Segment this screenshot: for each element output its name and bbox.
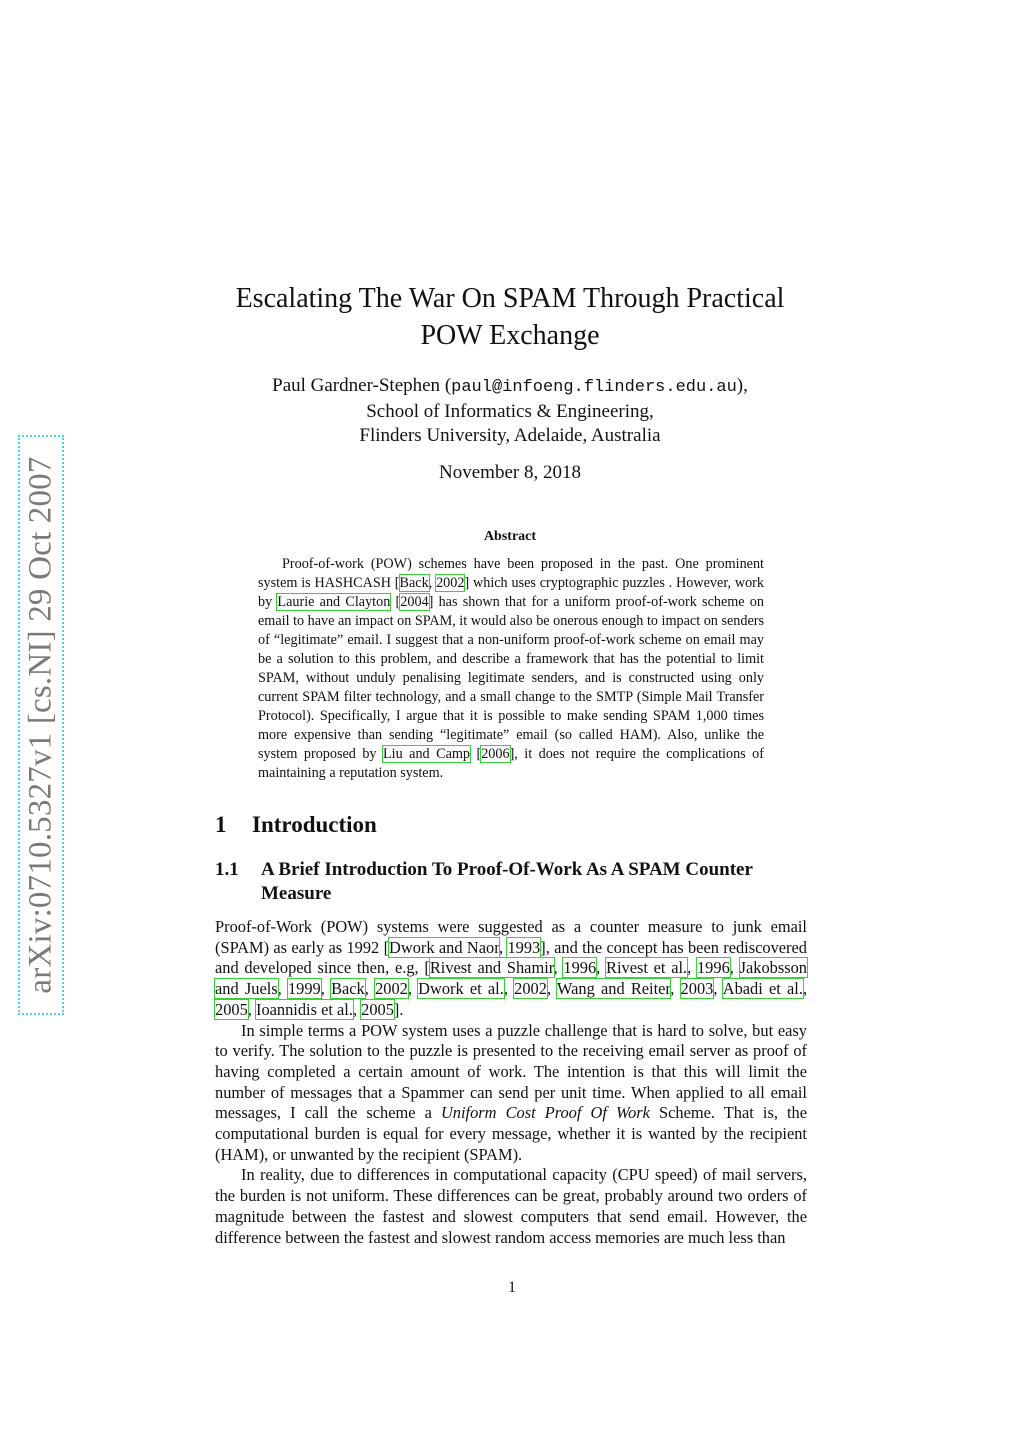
citation-link[interactable]: Ioannidis et al. bbox=[255, 999, 353, 1019]
citation-link[interactable]: 2002 bbox=[514, 979, 547, 999]
citation-link[interactable]: Back bbox=[399, 575, 429, 591]
author-block bbox=[150, 374, 870, 448]
citation-link[interactable]: 1996 bbox=[696, 958, 730, 978]
subsection-title: A Brief Introduction To Proof-Of-Work As A SPAM Counter Measure bbox=[261, 859, 753, 904]
subsection-number: 1.1 bbox=[215, 859, 239, 880]
citation-link[interactable]: Rivest and Shamir bbox=[429, 958, 554, 978]
citation-link[interactable]: 1993 bbox=[507, 937, 541, 957]
title-line-2: POW Exchange bbox=[420, 320, 600, 351]
citation-link[interactable]: 2004 bbox=[400, 594, 429, 610]
paragraph: In reality, due to differences in computational capacity (CPU speed) of mail servers, the burden is not uniform. These differences can be great, probably around two orders of magnitude between the fastest and slowest computers that send email. However, the difference between the fastest and slowest random access memories are much less than bbox=[215, 1165, 807, 1247]
subsection-heading bbox=[215, 858, 807, 906]
author-email[interactable]: paul@infoeng.flinders.edu.au bbox=[451, 378, 737, 397]
arxiv-id: arXiv:0710.5327v1 [cs.NI] 29 Oct 2007 bbox=[22, 456, 59, 994]
citation-link[interactable]: Jakobsson and Juels bbox=[215, 958, 807, 999]
body-text bbox=[215, 917, 807, 1248]
citation-link[interactable]: 2003 bbox=[680, 979, 714, 999]
citation-link[interactable]: 2006 bbox=[481, 746, 510, 762]
citation-link[interactable]: 2002 bbox=[375, 979, 408, 999]
citation-link[interactable]: 2005 bbox=[215, 999, 248, 1019]
paragraph: Proof-of-Work (POW) systems were suggested as a counter measure to junk email (SPAM) as early as 1992 [Dwork and Naor, 1993], and the concept has been rediscovered and developed since then, e.g, [Rivest and Shamir, 1996, Rivest et al., 1996, Jakobsson and Juels, 1999, Back, 2002, Dwork et al., 2002, Wang and Reiter, 2003, Abadi et al., 2005, Ioannidis et al., 2005]. bbox=[215, 917, 808, 1019]
arxiv-stamp bbox=[18, 435, 64, 1015]
affiliation-line-1: School of Informatics & Engineering, bbox=[366, 401, 654, 422]
paper-date: November 8, 2018 bbox=[439, 462, 581, 483]
citation-link[interactable]: Back bbox=[331, 979, 365, 999]
affiliation-line-2: Flinders University, Adelaide, Australia bbox=[359, 425, 661, 446]
author-name: Paul Gardner-Stephen bbox=[272, 375, 441, 396]
page-number: 1 bbox=[508, 1279, 516, 1296]
section-number: 1 bbox=[215, 812, 227, 837]
paragraph: In simple terms a POW system uses a puzzle challenge that is hard to solve, but easy to verify. The solution to the puzzle is presented to the receiving email server as proof of having completed a certain amount of work. The intention is that this will limit the number of messages that a Spammer can send per unit time. When applied to all email messages, I call the scheme a Uniform Cost Proof Of Work Scheme. That is, the computational burden is equal for every message, whether it is wanted by the recipient (HAM), or unwanted by the recipient (SPAM). bbox=[215, 1020, 808, 1164]
emphasized-term: Uniform Cost Proof Of Work bbox=[440, 1103, 650, 1123]
citation-link[interactable]: 2002 bbox=[436, 575, 465, 591]
title-line-1: Escalating The War On SPAM Through Practical bbox=[235, 283, 785, 314]
citation-link[interactable]: 2005 bbox=[361, 999, 394, 1019]
citation-link[interactable]: Abadi et al. bbox=[722, 979, 803, 999]
paper-title bbox=[150, 280, 870, 354]
abstract-text: Proof-of-work (POW) schemes have been proposed in the past. One prominent system is HASHCASH [Back, 2002] which uses cryptographic puzzles . However, work by Laurie and Clayton [2004] has shown that for a uniform proof-of-work scheme on email to have an impact on SPAM, it would also be onerous enough to impact on senders of “legitimate” email. I suggest that a non-uniform proof-of-work scheme on email may be a solution to this problem, and describe a framework that has the potential to limit SPAM, without unduly penalising legitimate senders, and is constructed using only current SPAM filter technology, and a small change to the SMTP (Simple Mail Transfer Protocol). Specifically, I argue that it is possible to make sending SPAM 1,000 times more expensive than sending “legitimate” email (so called HAM). Also, unlike the system proposed by Liu and Camp [2006], it does not require the complications of maintaining a reputation system. bbox=[258, 556, 765, 781]
citation-link[interactable]: Dwork et al. bbox=[418, 979, 504, 999]
section-heading bbox=[215, 812, 377, 838]
citation-link[interactable]: Dwork and Naor bbox=[389, 937, 500, 957]
citation-link[interactable]: Liu and Camp bbox=[383, 746, 470, 762]
abstract-heading: Abstract bbox=[483, 529, 537, 544]
citation-link[interactable]: Rivest et al. bbox=[606, 958, 688, 978]
citation-link[interactable]: 1999 bbox=[287, 979, 321, 999]
section-title: Introduction bbox=[252, 812, 377, 837]
author-line: Paul Gardner-Stephen (paul@infoeng.flinders.edu.au), bbox=[272, 375, 748, 397]
citation-link[interactable]: Laurie and Clayton bbox=[277, 594, 391, 610]
citation-link[interactable]: Wang and Reiter bbox=[556, 979, 671, 999]
citation-link[interactable]: 1996 bbox=[563, 958, 597, 978]
